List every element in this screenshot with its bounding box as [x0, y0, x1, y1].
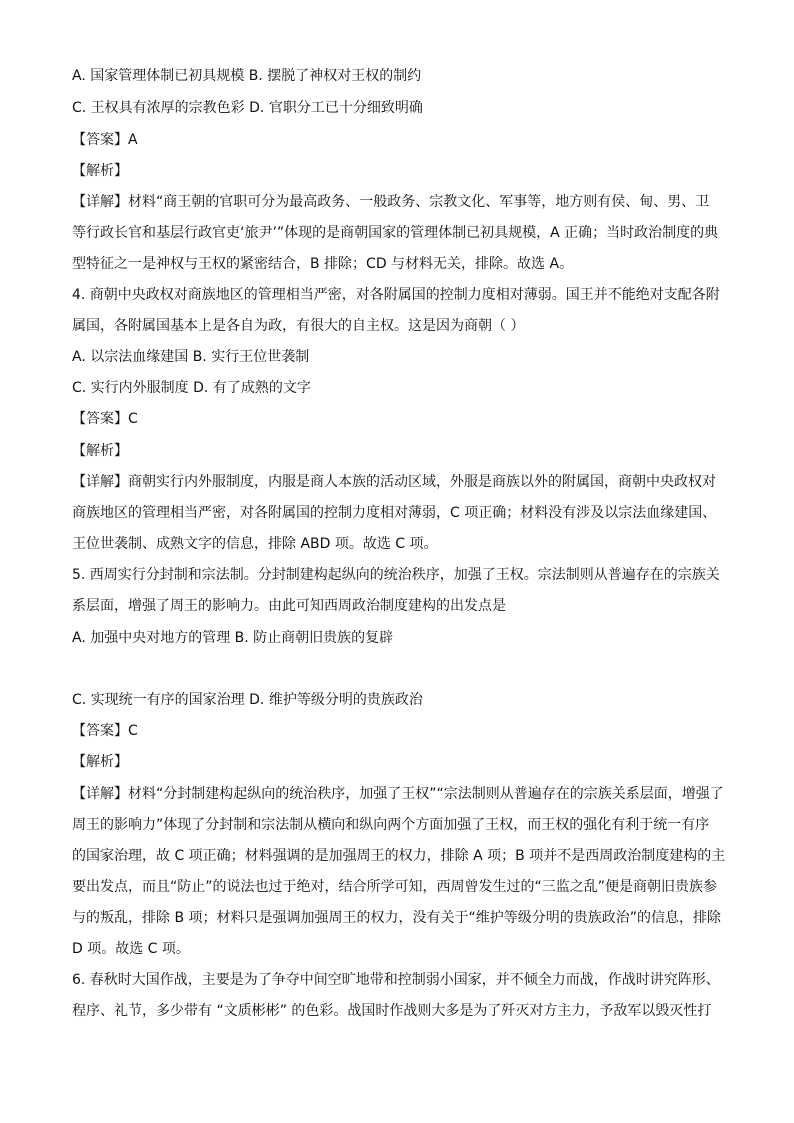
q4-detail-line: 商族地区的管理相当严密，对各附属国的控制力度相对薄弱，C 项正确；材料没有涉及以宗法血缘建国、: [72, 505, 717, 521]
q3-detail-line: 等行政长官和基层行政官吏‘旅尹’”体现的是商朝国家的管理体制已初具规模，A 正确；当时政治制度的典: [72, 225, 719, 241]
q3-option-d: D. 官职分工已十分细致明确: [249, 100, 423, 116]
q5-detail-line: 要出发点，而且“防止”的说法也过于绝对，结合所学可知，西周曾发生过的“三监之乱”便是商朝旧贵族参: [72, 879, 718, 895]
q4-stem-line: 4. 商朝中央政权对商族地区的管理相当严密，对各附属国的控制力度相对薄弱。国王并不能绝对支配各附: [72, 287, 720, 303]
q5-stem-line: 系层面，增强了周王的影响力。由此可知西周政治制度建构的出发点是: [72, 598, 506, 614]
q4-option-c: C. 实行内外服制度: [72, 380, 189, 396]
q4-option-b: B. 实行王位世袭制: [192, 349, 310, 365]
q5-options-row-2: [72, 690, 722, 710]
q5-options-ab: A. 加强中央对地方的管理 B. 防止商朝旧贵族的复辟: [72, 630, 394, 646]
q4-option-d: D. 有了成熟的文字: [193, 380, 311, 396]
q4-detail-line: 【详解】商朝实行内外服制度，内服是商人本族的活动区域，外服是商族以外的附属国，商朝中央政权对: [72, 474, 716, 490]
q5-answer: 【答案】C: [72, 723, 138, 739]
q3-detail-line: 【详解】材料“商王朝的官职可分为最高政务、一般政务、宗教文化、军事等，地方则有侯、甸、男、卫: [72, 194, 710, 210]
q5-detail-line: D 项。故选 C 项。: [72, 941, 190, 957]
q4-answer: 【答案】C: [72, 411, 138, 427]
q5-stem-line: 5. 西周实行分封制和宗法制。分封制建构起纵向的统治秩序，加强了王权。宗法制则从普遍存在的宗族关: [72, 567, 720, 583]
q4-detail-line: 王位世袭制、成熟文字的信息，排除 ABD 项。故选 C 项。: [72, 536, 438, 552]
q3-option-a: A. 国家管理体制已初具规模: [72, 68, 245, 84]
q4-stem-line: 属国，各附属国基本上是各自为政，有很大的自主权。这是因为商朝（ ）: [72, 318, 525, 334]
q5-detail-line: 【详解】材料“分封制建构起纵向的统治秩序，加强了王权”“宗法制则从普遍存在的宗族关系层面，增强了: [72, 786, 724, 802]
q5-detail-line: 的国家治理，故 C 项正确；材料强调的是加强周王的权力，排除 A 项；B 项并不是西周政治制度建构的主: [72, 848, 726, 864]
q3-options-row-2: [72, 98, 722, 118]
q6-stem-line: 6. 春秋时大国作战，主要是为了争夺中间空旷地带和控制弱小国家，并不倾全力而战，作战时讲究阵形、: [72, 972, 720, 988]
q5-detail-line: 周王的影响力”体现了分封制和宗法制从横向和纵向两个方面加强了王权，而王权的强化有利于统一有序: [72, 817, 710, 833]
q3-detail-line: 型特征之一是神权与王权的紧密结合，B 排除；CD 与材料无关，排除。故选 A。: [72, 256, 574, 272]
q3-option-b: B. 摆脱了神权对王权的制约: [248, 68, 422, 84]
q4-options-row-2: [72, 378, 722, 398]
q6-stem-line: 程序、礼节，多少带有 “文质彬彬” 的色彩。战国时作战则大多是为了歼灭对方主力，予敌军以毁灭性打: [72, 1003, 712, 1019]
q3-option-c: C. 王权具有浓厚的宗教色彩: [72, 100, 245, 116]
q5-option-d: D. 维护等级分明的贵族政治: [249, 692, 423, 708]
q4-analysis-label: 【解析】: [72, 443, 128, 459]
q5-option-c: C. 实现统一有序的国家治理: [72, 692, 245, 708]
q3-answer: 【答案】A: [72, 132, 138, 148]
q4-option-a: A. 以宗法血缘建国: [72, 349, 189, 365]
q4-options-row-1: [72, 347, 722, 367]
q3-options-row-1: [72, 66, 722, 86]
q5-detail-line: 与的叛乱，排除 B 项；材料只是强调加强周王的权力，没有关于“维护等级分明的贵族政治”的信息，排除: [72, 910, 722, 926]
q3-analysis-label: 【解析】: [72, 163, 128, 179]
q5-analysis-label: 【解析】: [72, 754, 128, 770]
